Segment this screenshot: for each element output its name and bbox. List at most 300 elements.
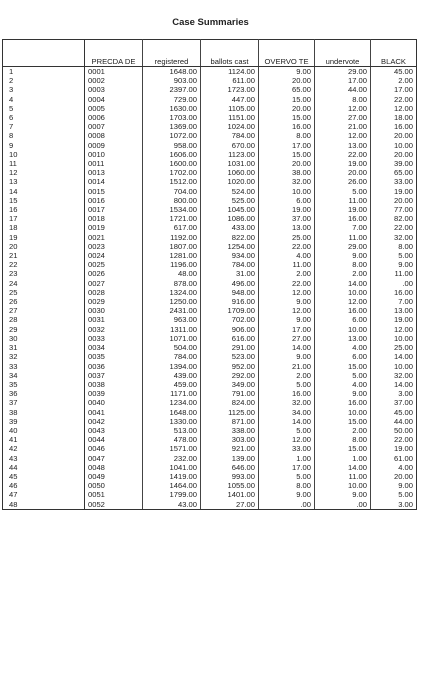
- black-cell: 20.00: [393, 195, 413, 205]
- case-number-cell: 27: [3, 306, 85, 315]
- black-cell: 7.00: [398, 297, 413, 307]
- overvote-cell: .00: [259, 500, 315, 510]
- undervote-cell: 13.00: [315, 141, 371, 150]
- precinct-cell: 0021: [85, 233, 143, 242]
- case-number-cell: 6: [3, 113, 85, 122]
- ballots-cast-cell: 1060.00: [201, 168, 259, 177]
- registered-cell: 1419.00: [143, 472, 201, 481]
- table-row: [3, 325, 417, 334]
- undervote-cell: 16.00: [315, 398, 371, 407]
- registered-cell: 48.00: [143, 269, 201, 278]
- registered-cell: 478.00: [143, 435, 201, 444]
- registered-cell: 1196.00: [143, 260, 201, 269]
- ballots-cast-cell: 27.00: [201, 500, 259, 510]
- case-number-cell: 23: [3, 269, 85, 278]
- precinct-cell: 0007: [85, 122, 143, 131]
- overvote-cell: 8.00: [259, 131, 315, 140]
- ballots-cast-cell: 784.00: [201, 131, 259, 140]
- header-undervote: undervote: [315, 40, 371, 67]
- registered-cell: 1041.00: [143, 463, 201, 472]
- precinct-cell: 0038: [85, 380, 143, 389]
- black-cell: 11.00: [394, 269, 413, 279]
- undervote-cell: 11.00: [315, 472, 371, 481]
- precinct-cell: 0035: [85, 352, 143, 361]
- registered-cell: 903.00: [143, 76, 201, 85]
- registered-cell: 1571.00: [143, 444, 201, 453]
- ballots-cast-cell: 139.00: [201, 454, 259, 463]
- black-cell: 33.00: [393, 177, 413, 187]
- undervote-cell: 1.00: [315, 454, 371, 463]
- overvote-cell: 20.00: [259, 159, 315, 168]
- ballots-cast-cell: 824.00: [201, 398, 259, 407]
- black-cell: 10.00: [393, 361, 413, 371]
- ballots-cast-cell: 871.00: [201, 417, 259, 426]
- undervote-cell: 14.00: [315, 463, 371, 472]
- overvote-cell: 22.00: [259, 279, 315, 288]
- table-row: [3, 444, 417, 453]
- case-summaries-table: [2, 39, 417, 510]
- overvote-cell: 22.00: [259, 242, 315, 251]
- black-cell: 22.00: [393, 435, 413, 445]
- overvote-cell: 14.00: [259, 343, 315, 352]
- precinct-cell: 0006: [85, 113, 143, 122]
- table-row: [3, 269, 417, 278]
- ballots-cast-cell: 916.00: [201, 297, 259, 306]
- table-row: [3, 205, 417, 214]
- header-precinct: PRECDA DE: [85, 40, 143, 67]
- registered-cell: 2431.00: [143, 306, 201, 315]
- ballots-cast-cell: 1125.00: [201, 408, 259, 417]
- ballots-cast-cell: 524.00: [201, 187, 259, 196]
- case-number-cell: 1: [3, 67, 85, 77]
- registered-cell: 1192.00: [143, 233, 201, 242]
- table-row: [3, 131, 417, 140]
- undervote-cell: 22.00: [315, 150, 371, 159]
- precinct-cell: 0014: [85, 177, 143, 186]
- ballots-cast-cell: 616.00: [201, 334, 259, 343]
- precinct-cell: 0027: [85, 279, 143, 288]
- precinct-cell: 0002: [85, 76, 143, 85]
- table-row: [3, 435, 417, 444]
- table-row: [3, 490, 417, 499]
- overvote-cell: 11.00: [259, 260, 315, 269]
- header-row: [3, 40, 417, 67]
- table-row: [3, 352, 417, 361]
- ballots-cast-cell: 292.00: [201, 371, 259, 380]
- precinct-cell: 0049: [85, 472, 143, 481]
- undervote-cell: 5.00: [315, 187, 371, 196]
- registered-cell: 1648.00: [143, 67, 201, 77]
- precinct-cell: 0023: [85, 242, 143, 251]
- ballots-cast-cell: 1254.00: [201, 242, 259, 251]
- overvote-cell: 19.00: [259, 205, 315, 214]
- ballots-cast-cell: 611.00: [201, 76, 259, 85]
- registered-cell: 617.00: [143, 223, 201, 232]
- undervote-cell: 15.00: [315, 362, 371, 371]
- case-number-cell: 3: [3, 85, 85, 94]
- report-title: Case Summaries: [172, 17, 249, 28]
- undervote-cell: 29.00: [315, 242, 371, 251]
- precinct-cell: 0037: [85, 371, 143, 380]
- table-row: [3, 187, 417, 196]
- precinct-cell: 0044: [85, 435, 143, 444]
- ballots-cast-cell: 349.00: [201, 380, 259, 389]
- ballots-cast-cell: 496.00: [201, 279, 259, 288]
- case-number-cell: 35: [3, 380, 85, 389]
- ballots-cast-cell: 1055.00: [201, 481, 259, 490]
- precinct-cell: 0008: [85, 131, 143, 140]
- undervote-cell: 19.00: [315, 159, 371, 168]
- table-row: [3, 389, 417, 398]
- overvote-cell: 9.00: [259, 490, 315, 499]
- precinct-cell: 0009: [85, 141, 143, 150]
- registered-cell: 504.00: [143, 343, 201, 352]
- overvote-cell: 12.00: [259, 306, 315, 315]
- black-cell: 65.00: [393, 168, 413, 178]
- registered-cell: 1071.00: [143, 334, 201, 343]
- overvote-cell: 14.00: [259, 417, 315, 426]
- undervote-cell: 10.00: [315, 325, 371, 334]
- header-ballots-cast: ballots cast: [201, 40, 259, 67]
- registered-cell: 1702.00: [143, 168, 201, 177]
- registered-cell: 1281.00: [143, 251, 201, 260]
- precinct-cell: 0003: [85, 85, 143, 94]
- table-row: [3, 76, 417, 85]
- black-cell: 9.00: [398, 481, 413, 491]
- precinct-cell: 0029: [85, 297, 143, 306]
- table-row: [3, 472, 417, 481]
- table-row: [3, 104, 417, 113]
- overvote-cell: 5.00: [259, 426, 315, 435]
- undervote-cell: 26.00: [315, 177, 371, 186]
- undervote-cell: 12.00: [315, 131, 371, 140]
- table-row: [3, 426, 417, 435]
- registered-cell: 1234.00: [143, 398, 201, 407]
- case-number-cell: 18: [3, 223, 85, 232]
- table-row: [3, 297, 417, 306]
- case-number-cell: 17: [3, 214, 85, 223]
- precinct-cell: 0015: [85, 187, 143, 196]
- precinct-cell: 0026: [85, 269, 143, 278]
- precinct-cell: 0013: [85, 168, 143, 177]
- overvote-cell: 32.00: [259, 177, 315, 186]
- case-number-cell: 40: [3, 426, 85, 435]
- case-number-cell: 2: [3, 76, 85, 85]
- precinct-cell: 0036: [85, 362, 143, 371]
- overvote-cell: 34.00: [259, 408, 315, 417]
- overvote-cell: 15.00: [259, 150, 315, 159]
- table-body: [3, 67, 417, 510]
- registered-cell: 958.00: [143, 141, 201, 150]
- overvote-cell: 4.00: [259, 251, 315, 260]
- table-row: [3, 113, 417, 122]
- table-row: [3, 95, 417, 104]
- overvote-cell: 1.00: [259, 454, 315, 463]
- undervote-cell: 21.00: [315, 122, 371, 131]
- precinct-cell: 0010: [85, 150, 143, 159]
- undervote-cell: 17.00: [315, 76, 371, 85]
- registered-cell: 704.00: [143, 187, 201, 196]
- table-row: [3, 315, 417, 324]
- case-number-cell: 31: [3, 343, 85, 352]
- ballots-cast-cell: 1031.00: [201, 159, 259, 168]
- ballots-cast-cell: 670.00: [201, 141, 259, 150]
- undervote-cell: 8.00: [315, 435, 371, 444]
- table-row: [3, 85, 417, 94]
- registered-cell: 1369.00: [143, 122, 201, 131]
- registered-cell: 43.00: [143, 500, 201, 510]
- case-number-cell: 7: [3, 122, 85, 131]
- overvote-cell: 13.00: [259, 223, 315, 232]
- undervote-cell: 16.00: [315, 214, 371, 223]
- undervote-cell: 14.00: [315, 279, 371, 288]
- case-number-cell: 37: [3, 398, 85, 407]
- ballots-cast-cell: 646.00: [201, 463, 259, 472]
- black-cell: 3.00: [371, 500, 417, 510]
- registered-cell: 513.00: [143, 426, 201, 435]
- case-number-cell: 43: [3, 454, 85, 463]
- precinct-cell: 0018: [85, 214, 143, 223]
- table-row: [3, 67, 417, 77]
- black-cell: 39.00: [393, 159, 413, 169]
- case-number-cell: 46: [3, 481, 85, 490]
- undervote-cell: 9.00: [315, 490, 371, 499]
- registered-cell: 729.00: [143, 95, 201, 104]
- undervote-cell: 8.00: [315, 260, 371, 269]
- precinct-cell: 0034: [85, 343, 143, 352]
- registered-cell: 1072.00: [143, 131, 201, 140]
- registered-cell: 1311.00: [143, 325, 201, 334]
- ballots-cast-cell: 702.00: [201, 315, 259, 324]
- black-cell: 19.00: [393, 186, 413, 196]
- case-number-cell: 39: [3, 417, 85, 426]
- header-black: BLACK: [371, 40, 417, 67]
- black-cell: 2.00: [398, 76, 413, 86]
- table-row: [3, 371, 417, 380]
- case-number-cell: 12: [3, 168, 85, 177]
- case-number-cell: 29: [3, 325, 85, 334]
- overvote-cell: 2.00: [259, 371, 315, 380]
- black-cell: 12.00: [393, 324, 413, 334]
- overvote-cell: 33.00: [259, 444, 315, 453]
- registered-cell: 1600.00: [143, 159, 201, 168]
- overvote-cell: 15.00: [259, 113, 315, 122]
- precinct-cell: 0042: [85, 417, 143, 426]
- precinct-cell: 0032: [85, 325, 143, 334]
- ballots-cast-cell: 822.00: [201, 233, 259, 242]
- precinct-cell: 0024: [85, 251, 143, 260]
- case-number-cell: 48: [3, 500, 85, 510]
- case-number-cell: 10: [3, 150, 85, 159]
- table-row: [3, 279, 417, 288]
- black-cell: 4.00: [398, 462, 413, 472]
- table-row: [3, 481, 417, 490]
- ballots-cast-cell: 1709.00: [201, 306, 259, 315]
- table-row: [3, 168, 417, 177]
- precinct-cell: 0030: [85, 306, 143, 315]
- ballots-cast-cell: 948.00: [201, 288, 259, 297]
- table-row: [3, 251, 417, 260]
- overvote-cell: 10.00: [259, 187, 315, 196]
- undervote-cell: 15.00: [315, 417, 371, 426]
- black-cell: 13.00: [393, 306, 413, 316]
- ballots-cast-cell: 1086.00: [201, 214, 259, 223]
- registered-cell: 800.00: [143, 196, 201, 205]
- undervote-cell: 16.00: [315, 306, 371, 315]
- black-cell: 5.00: [398, 251, 413, 261]
- case-number-cell: 36: [3, 389, 85, 398]
- precinct-cell: 0033: [85, 334, 143, 343]
- registered-cell: 1330.00: [143, 417, 201, 426]
- ballots-cast-cell: 525.00: [201, 196, 259, 205]
- table-row: [3, 408, 417, 417]
- precinct-cell: 0016: [85, 196, 143, 205]
- precinct-cell: 0048: [85, 463, 143, 472]
- precinct-cell: 0043: [85, 426, 143, 435]
- table-row: [3, 380, 417, 389]
- case-number-cell: 11: [3, 159, 85, 168]
- black-cell: 22.00: [393, 94, 413, 104]
- precinct-cell: 0051: [85, 490, 143, 499]
- header-registered: registered: [143, 40, 201, 67]
- overvote-cell: 21.00: [259, 362, 315, 371]
- ballots-cast-cell: 993.00: [201, 472, 259, 481]
- black-cell: 14.00: [393, 379, 413, 389]
- black-cell: 77.00: [393, 205, 413, 215]
- registered-cell: 784.00: [143, 352, 201, 361]
- table-row: [3, 306, 417, 315]
- precinct-cell: 0001: [85, 67, 143, 77]
- undervote-cell: 44.00: [315, 85, 371, 94]
- registered-cell: 1648.00: [143, 408, 201, 417]
- overvote-cell: 20.00: [259, 76, 315, 85]
- table-row: [3, 214, 417, 223]
- black-cell: 14.00: [393, 352, 413, 362]
- precinct-cell: 0039: [85, 389, 143, 398]
- black-cell: 9.00: [398, 260, 413, 270]
- table-row: [3, 334, 417, 343]
- case-number-cell: 9: [3, 141, 85, 150]
- registered-cell: 1606.00: [143, 150, 201, 159]
- undervote-cell: 2.00: [315, 269, 371, 278]
- overvote-cell: 17.00: [259, 463, 315, 472]
- case-number-cell: 41: [3, 435, 85, 444]
- overvote-cell: 17.00: [259, 141, 315, 150]
- precinct-cell: 0025: [85, 260, 143, 269]
- case-number-cell: 21: [3, 251, 85, 260]
- case-number-cell: 30: [3, 334, 85, 343]
- undervote-cell: 11.00: [315, 233, 371, 242]
- black-cell: 45.00: [393, 67, 413, 76]
- undervote-cell: 4.00: [315, 380, 371, 389]
- registered-cell: 439.00: [143, 371, 201, 380]
- case-number-cell: 25: [3, 288, 85, 297]
- overvote-cell: 32.00: [259, 398, 315, 407]
- case-number-cell: 42: [3, 444, 85, 453]
- overvote-cell: 16.00: [259, 389, 315, 398]
- black-cell: 16.00: [393, 287, 413, 297]
- registered-cell: 1630.00: [143, 104, 201, 113]
- overvote-cell: 12.00: [259, 435, 315, 444]
- precinct-cell: 0046: [85, 444, 143, 453]
- ballots-cast-cell: 303.00: [201, 435, 259, 444]
- black-cell: 17.00: [393, 85, 413, 95]
- registered-cell: 1324.00: [143, 288, 201, 297]
- precinct-cell: 0040: [85, 398, 143, 407]
- black-cell: 18.00: [393, 113, 413, 123]
- black-cell: 3.00: [398, 389, 413, 399]
- case-number-cell: 14: [3, 187, 85, 196]
- header-case-number: [3, 40, 85, 67]
- registered-cell: 1703.00: [143, 113, 201, 122]
- case-number-cell: 26: [3, 297, 85, 306]
- overvote-cell: 38.00: [259, 168, 315, 177]
- ballots-cast-cell: 31.00: [201, 269, 259, 278]
- precinct-cell: 0017: [85, 205, 143, 214]
- undervote-cell: 2.00: [315, 426, 371, 435]
- black-cell: 20.00: [393, 149, 413, 159]
- ballots-cast-cell: 1020.00: [201, 177, 259, 186]
- table-row: [3, 177, 417, 186]
- overvote-cell: 2.00: [259, 269, 315, 278]
- undervote-cell: 9.00: [315, 251, 371, 260]
- undervote-cell: 5.00: [315, 371, 371, 380]
- overvote-cell: 20.00: [259, 104, 315, 113]
- overvote-cell: 15.00: [259, 95, 315, 104]
- undervote-cell: 10.00: [315, 288, 371, 297]
- table-row: [3, 196, 417, 205]
- table-row: [3, 223, 417, 232]
- black-cell: 32.00: [393, 370, 413, 380]
- case-number-cell: 15: [3, 196, 85, 205]
- ballots-cast-cell: 291.00: [201, 343, 259, 352]
- black-cell: 22.00: [393, 223, 413, 233]
- case-number-cell: 28: [3, 315, 85, 324]
- case-number-cell: 33: [3, 362, 85, 371]
- precinct-cell: 0031: [85, 315, 143, 324]
- undervote-cell: 4.00: [315, 343, 371, 352]
- registered-cell: 1807.00: [143, 242, 201, 251]
- black-cell: 20.00: [393, 131, 413, 141]
- precinct-cell: 0004: [85, 95, 143, 104]
- table-row: [3, 500, 417, 510]
- case-number-cell: 19: [3, 233, 85, 242]
- overvote-cell: 27.00: [259, 334, 315, 343]
- case-number-cell: 44: [3, 463, 85, 472]
- ballots-cast-cell: 791.00: [201, 389, 259, 398]
- undervote-cell: 10.00: [315, 408, 371, 417]
- ballots-cast-cell: 784.00: [201, 260, 259, 269]
- table-row: [3, 141, 417, 150]
- table-row: [3, 343, 417, 352]
- undervote-cell: 12.00: [315, 104, 371, 113]
- black-cell: 19.00: [393, 444, 413, 454]
- ballots-cast-cell: 1123.00: [201, 150, 259, 159]
- black-cell: 45.00: [393, 407, 413, 417]
- ballots-cast-cell: 906.00: [201, 325, 259, 334]
- table-row: [3, 150, 417, 159]
- overvote-cell: 12.00: [259, 288, 315, 297]
- overvote-cell: 65.00: [259, 85, 315, 94]
- undervote-cell: .00: [315, 500, 371, 510]
- ballots-cast-cell: 952.00: [201, 362, 259, 371]
- undervote-cell: 20.00: [315, 168, 371, 177]
- case-number-cell: 5: [3, 104, 85, 113]
- registered-cell: 1721.00: [143, 214, 201, 223]
- black-cell: 5.00: [398, 490, 413, 500]
- case-number-cell: 32: [3, 352, 85, 361]
- black-cell: 44.00: [393, 416, 413, 426]
